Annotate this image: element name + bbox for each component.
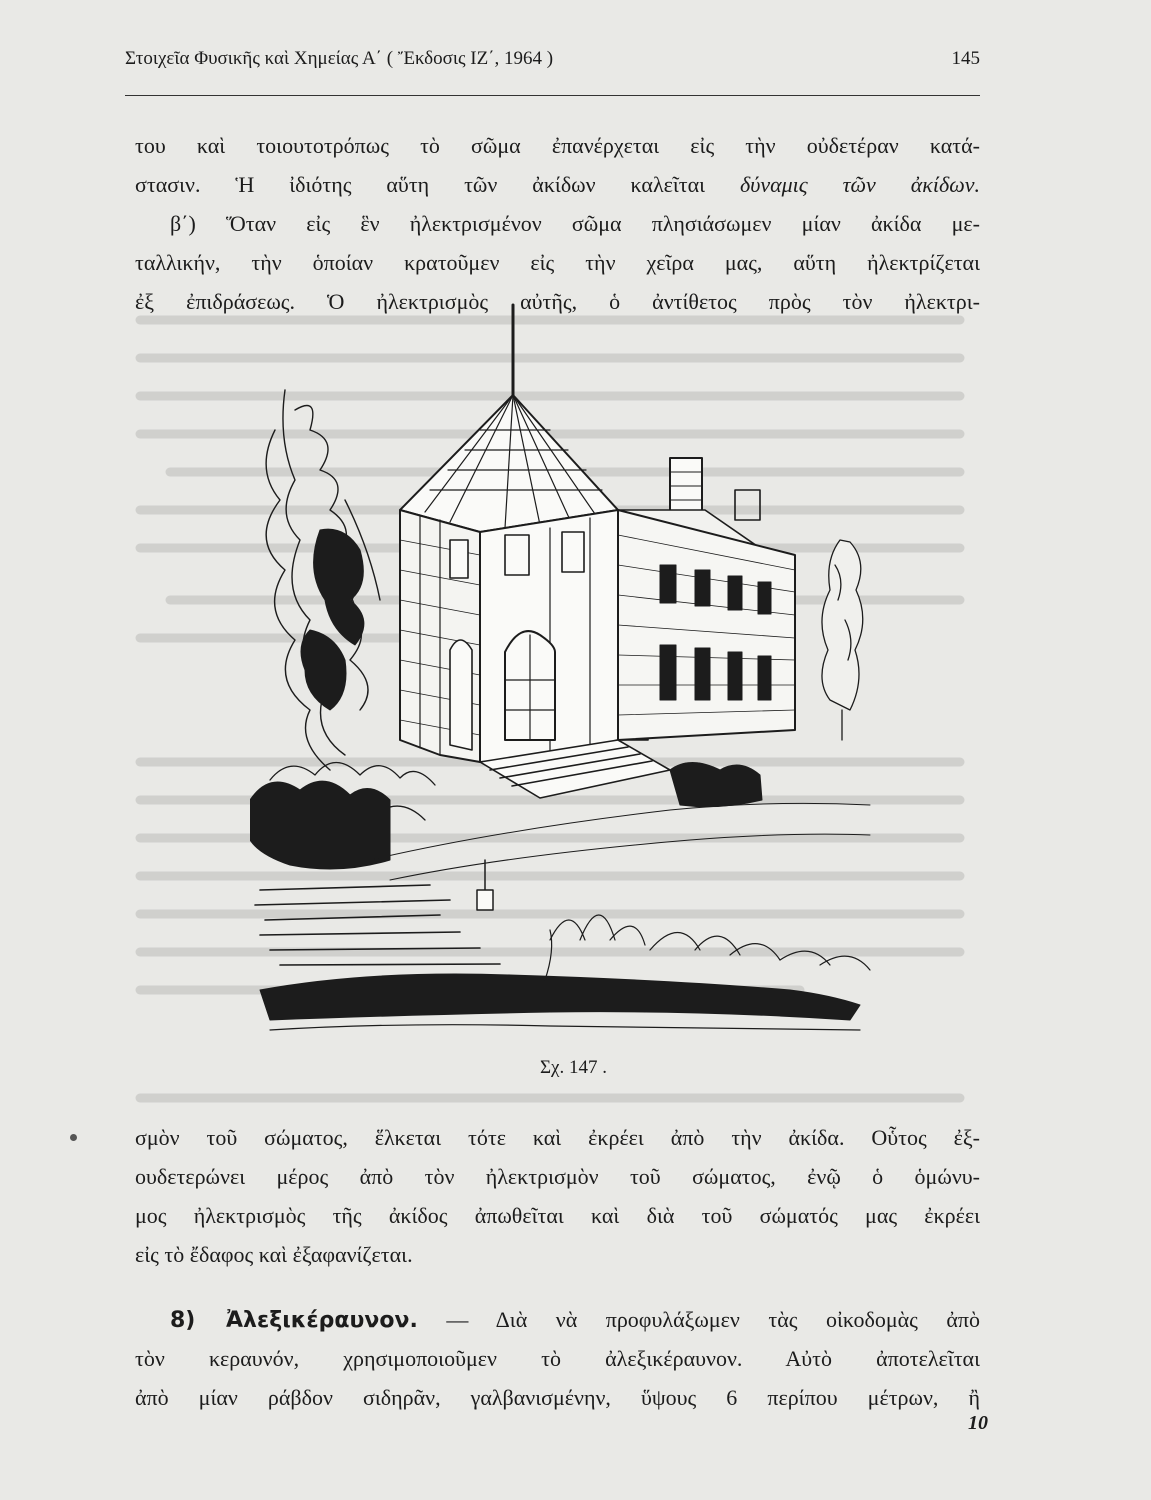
paragraph-2-line-2: ταλλικήν, τὴν ὁποίαν κρατοῦμεν εἰς τὴν χεῖρα μας, αὕτη ἠλεκτρίζεται — [135, 250, 980, 275]
section-8-line-1-text: — Διὰ νὰ προφυλάξωμεν τὰς οἰκοδομὰς ἀπὸ — [417, 1307, 981, 1332]
header-rule — [125, 95, 980, 96]
paragraph-1-line-1: του καὶ τοιουτοτρόπως τὸ σῶμα ἐπανέρχεται εἰς τὴν οὐδετέραν κατά- — [135, 133, 980, 158]
signature-mark: 10 — [968, 1412, 988, 1434]
section-8-line-1 — [135, 1300, 980, 1339]
building-lightning-rod-illustration — [250, 300, 880, 1050]
paragraph-3-line-1: σμὸν τοῦ σώματος, ἕλκεται τότε καὶ ἐκρέει ἀπὸ τὴν ἀκίδα. Οὗτος ἐξ- — [135, 1125, 980, 1150]
section-8-heading: 8) Ἀλεξικέραυνον. — [170, 1308, 418, 1333]
paragraph-2-line-3: ἐξ ἐπιδράσεως. Ὁ ἠλεκτρισμὸς αὐτῆς, ὁ ἀντίθετος πρὸς τὸν ἠλεκτρι- — [135, 289, 980, 314]
paragraph-3-line-4: εἰς τὸ ἔδαφος καὶ ἐξαφανίζεται. — [135, 1242, 413, 1267]
figure-caption: Σχ. 147 . — [540, 1057, 607, 1078]
section-8-line-3: ἀπὸ μίαν ράβδον σιδηρᾶν, γαλβανισμένην, ὕψους 6 περίπου μέτρων, ἢ — [135, 1385, 980, 1410]
page-number: 145 — [951, 48, 980, 69]
margin-dot — [70, 1134, 77, 1141]
paragraph-3 — [135, 1118, 980, 1274]
paragraph-2-line-1: β΄) Ὅταν εἰς ἓν ἠλεκτρισμένον σῶμα πλησιάσωμεν μίαν ἀκίδα με- — [170, 211, 980, 236]
section-8 — [135, 1300, 980, 1417]
running-header-title: Στοιχεῖα Φυσικῆς καὶ Χημείας Α΄ ( Ἔκδοσις ΙΖ΄, 1964 ) — [125, 48, 554, 69]
term-point-power: δύναμις τῶν ἀκίδων. — [740, 172, 980, 197]
section-8-line-2: τὸν κεραυνόν, χρησιμοποιοῦμεν τὸ ἀλεξικέραυνον. Αὐτὸ ἀποτελεῖται — [135, 1346, 980, 1371]
paragraph-1 — [135, 126, 980, 204]
paragraph-1-line-2 — [135, 165, 980, 204]
paragraph-1-line-2-text: στασιν. Ἡ ἰδιότης αὕτη τῶν ἀκίδων καλεῖται — [135, 172, 740, 197]
paragraph-3-line-3: μος ἠλεκτρισμὸς τῆς ἀκίδος ἀπωθεῖται καὶ διὰ τοῦ σώματός μας ἐκρέει — [135, 1203, 980, 1228]
running-header — [125, 48, 980, 78]
paragraph-3-line-2: ουδετερώνει μέρος ἀπὸ τὸν ἠλεκτρισμὸν τοῦ σώματος, ἐνῷ ὁ ὁμώνυ- — [135, 1164, 980, 1189]
